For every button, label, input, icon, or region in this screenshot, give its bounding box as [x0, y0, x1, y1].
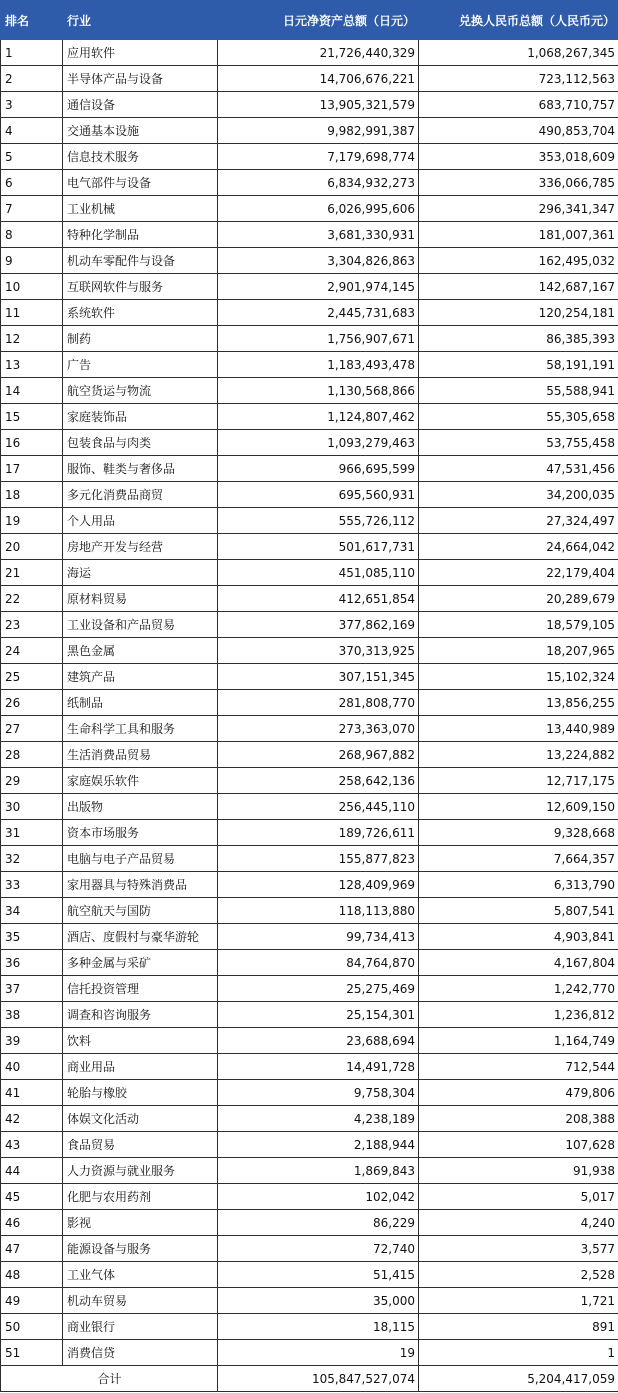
cell-rank: 36	[1, 950, 63, 976]
cell-cny: 683,710,757	[419, 92, 618, 118]
cell-industry: 化肥与农用药剂	[63, 1184, 218, 1210]
cell-jpy: 18,115	[218, 1314, 419, 1340]
cell-rank: 2	[1, 66, 63, 92]
table-row	[1, 898, 618, 924]
table-row	[1, 1340, 618, 1366]
table-row	[1, 92, 618, 118]
cell-industry: 饮料	[63, 1028, 218, 1054]
header-row	[1, 1, 618, 40]
cell-rank: 35	[1, 924, 63, 950]
cell-cny: 1,242,770	[419, 976, 618, 1002]
cell-cny: 22,179,404	[419, 560, 618, 586]
table-row	[1, 534, 618, 560]
cell-jpy: 1,093,279,463	[218, 430, 419, 456]
cell-cny: 34,200,035	[419, 482, 618, 508]
table-row	[1, 976, 618, 1002]
cell-cny: 91,938	[419, 1158, 618, 1184]
total-jpy: 105,847,527,074	[218, 1366, 419, 1392]
cell-cny: 1,721	[419, 1288, 618, 1314]
cell-jpy: 258,642,136	[218, 768, 419, 794]
cell-cny: 208,388	[419, 1106, 618, 1132]
cell-rank: 19	[1, 508, 63, 534]
table-row	[1, 248, 618, 274]
cell-rank: 22	[1, 586, 63, 612]
cell-cny: 6,313,790	[419, 872, 618, 898]
cell-jpy: 102,042	[218, 1184, 419, 1210]
cell-jpy: 412,651,854	[218, 586, 419, 612]
table-row	[1, 924, 618, 950]
cell-jpy: 2,188,944	[218, 1132, 419, 1158]
cell-rank: 40	[1, 1054, 63, 1080]
cell-rank: 41	[1, 1080, 63, 1106]
cell-rank: 16	[1, 430, 63, 456]
cell-cny: 13,856,255	[419, 690, 618, 716]
cell-cny: 891	[419, 1314, 618, 1340]
cell-rank: 5	[1, 144, 63, 170]
cell-rank: 14	[1, 378, 63, 404]
cell-industry: 房地产开发与经营	[63, 534, 218, 560]
cell-rank: 27	[1, 716, 63, 742]
table-row	[1, 196, 618, 222]
total-label: 合计	[1, 1366, 218, 1392]
cell-industry: 信托投资管理	[63, 976, 218, 1002]
table-row	[1, 716, 618, 742]
cell-cny: 47,531,456	[419, 456, 618, 482]
cell-industry: 生活消费品贸易	[63, 742, 218, 768]
cell-rank: 10	[1, 274, 63, 300]
cell-jpy: 1,124,807,462	[218, 404, 419, 430]
cell-jpy: 501,617,731	[218, 534, 419, 560]
table-row	[1, 742, 618, 768]
cell-cny: 181,007,361	[419, 222, 618, 248]
cell-cny: 5,017	[419, 1184, 618, 1210]
cell-jpy: 23,688,694	[218, 1028, 419, 1054]
cell-rank: 21	[1, 560, 63, 586]
header-rank: 排名	[1, 1, 63, 40]
cell-cny: 86,385,393	[419, 326, 618, 352]
cell-industry: 机动车贸易	[63, 1288, 218, 1314]
cell-jpy: 9,758,304	[218, 1080, 419, 1106]
table-row	[1, 664, 618, 690]
cell-jpy: 189,726,611	[218, 820, 419, 846]
cell-jpy: 273,363,070	[218, 716, 419, 742]
table-row	[1, 1262, 618, 1288]
cell-cny: 3,577	[419, 1236, 618, 1262]
table-row	[1, 1236, 618, 1262]
cell-industry: 特种化学制品	[63, 222, 218, 248]
cell-jpy: 695,560,931	[218, 482, 419, 508]
cell-industry: 工业设备和产品贸易	[63, 612, 218, 638]
cell-cny: 5,807,541	[419, 898, 618, 924]
cell-rank: 17	[1, 456, 63, 482]
cell-industry: 轮胎与橡胶	[63, 1080, 218, 1106]
cell-jpy: 84,764,870	[218, 950, 419, 976]
cell-rank: 45	[1, 1184, 63, 1210]
cell-industry: 航空航天与国防	[63, 898, 218, 924]
cell-rank: 29	[1, 768, 63, 794]
cell-industry: 交通基本设施	[63, 118, 218, 144]
cell-jpy: 2,445,731,683	[218, 300, 419, 326]
cell-rank: 18	[1, 482, 63, 508]
cell-industry: 多元化消费品商贸	[63, 482, 218, 508]
cell-jpy: 370,313,925	[218, 638, 419, 664]
table-row	[1, 638, 618, 664]
cell-cny: 27,324,497	[419, 508, 618, 534]
cell-cny: 4,240	[419, 1210, 618, 1236]
cell-industry: 机动车零配件与设备	[63, 248, 218, 274]
cell-jpy: 128,409,969	[218, 872, 419, 898]
table-footer	[1, 1366, 618, 1392]
cell-rank: 42	[1, 1106, 63, 1132]
cell-rank: 47	[1, 1236, 63, 1262]
table-row	[1, 1184, 618, 1210]
table-row	[1, 768, 618, 794]
cell-jpy: 1,756,907,671	[218, 326, 419, 352]
cell-cny: 24,664,042	[419, 534, 618, 560]
table-row	[1, 118, 618, 144]
cell-jpy: 555,726,112	[218, 508, 419, 534]
table-row	[1, 612, 618, 638]
table-body	[1, 40, 618, 1366]
cell-industry: 信息技术服务	[63, 144, 218, 170]
table-row	[1, 1080, 618, 1106]
cell-jpy: 1,130,568,866	[218, 378, 419, 404]
table-row	[1, 352, 618, 378]
table-row	[1, 872, 618, 898]
cell-cny: 353,018,609	[419, 144, 618, 170]
cell-cny: 7,664,357	[419, 846, 618, 872]
cell-rank: 46	[1, 1210, 63, 1236]
cell-cny: 15,102,324	[419, 664, 618, 690]
cell-cny: 296,341,347	[419, 196, 618, 222]
cell-rank: 23	[1, 612, 63, 638]
table-row	[1, 404, 618, 430]
cell-cny: 336,066,785	[419, 170, 618, 196]
table-row	[1, 1028, 618, 1054]
cell-industry: 多种金属与采矿	[63, 950, 218, 976]
cell-jpy: 1,869,843	[218, 1158, 419, 1184]
header-jpy: 日元净资产总额（日元）	[218, 1, 419, 40]
cell-rank: 26	[1, 690, 63, 716]
cell-industry: 纸制品	[63, 690, 218, 716]
cell-jpy: 3,681,330,931	[218, 222, 419, 248]
cell-rank: 20	[1, 534, 63, 560]
total-cny: 5,204,417,059	[419, 1366, 618, 1392]
cell-cny: 13,224,882	[419, 742, 618, 768]
cell-cny: 58,191,191	[419, 352, 618, 378]
cell-rank: 49	[1, 1288, 63, 1314]
cell-rank: 32	[1, 846, 63, 872]
cell-rank: 31	[1, 820, 63, 846]
cell-cny: 55,305,658	[419, 404, 618, 430]
cell-jpy: 3,304,826,863	[218, 248, 419, 274]
cell-industry: 系统软件	[63, 300, 218, 326]
cell-industry: 酒店、度假村与豪华游轮	[63, 924, 218, 950]
table-row	[1, 560, 618, 586]
table-row	[1, 66, 618, 92]
cell-cny: 18,579,105	[419, 612, 618, 638]
cell-rank: 4	[1, 118, 63, 144]
cell-jpy: 6,834,932,273	[218, 170, 419, 196]
cell-rank: 39	[1, 1028, 63, 1054]
cell-cny: 1	[419, 1340, 618, 1366]
cell-jpy: 256,445,110	[218, 794, 419, 820]
table-row	[1, 1132, 618, 1158]
cell-industry: 原材料贸易	[63, 586, 218, 612]
cell-industry: 家用器具与特殊消费品	[63, 872, 218, 898]
cell-rank: 48	[1, 1262, 63, 1288]
table-row	[1, 326, 618, 352]
cell-industry: 航空货运与物流	[63, 378, 218, 404]
cell-industry: 体娱文化活动	[63, 1106, 218, 1132]
cell-industry: 包装食品与肉类	[63, 430, 218, 456]
cell-rank: 51	[1, 1340, 63, 1366]
cell-cny: 12,609,150	[419, 794, 618, 820]
cell-cny: 4,167,804	[419, 950, 618, 976]
table-row	[1, 222, 618, 248]
table-row	[1, 794, 618, 820]
cell-jpy: 14,491,728	[218, 1054, 419, 1080]
table-row	[1, 690, 618, 716]
cell-cny: 4,903,841	[419, 924, 618, 950]
cell-cny: 53,755,458	[419, 430, 618, 456]
cell-jpy: 281,808,770	[218, 690, 419, 716]
cell-rank: 43	[1, 1132, 63, 1158]
table-row	[1, 482, 618, 508]
cell-cny: 107,628	[419, 1132, 618, 1158]
cell-cny: 479,806	[419, 1080, 618, 1106]
cell-industry: 广告	[63, 352, 218, 378]
cell-cny: 13,440,989	[419, 716, 618, 742]
cell-industry: 黑色金属	[63, 638, 218, 664]
cell-jpy: 966,695,599	[218, 456, 419, 482]
cell-jpy: 19	[218, 1340, 419, 1366]
table-row	[1, 508, 618, 534]
cell-cny: 162,495,032	[419, 248, 618, 274]
cell-rank: 3	[1, 92, 63, 118]
cell-jpy: 9,982,991,387	[218, 118, 419, 144]
cell-jpy: 99,734,413	[218, 924, 419, 950]
table-row	[1, 378, 618, 404]
header-cny: 兑换人民币总额（人民币元）	[419, 1, 618, 40]
cell-jpy: 155,877,823	[218, 846, 419, 872]
cell-industry: 工业机械	[63, 196, 218, 222]
table-row	[1, 1106, 618, 1132]
cell-rank: 1	[1, 40, 63, 66]
cell-jpy: 14,706,676,221	[218, 66, 419, 92]
cell-cny: 18,207,965	[419, 638, 618, 664]
cell-cny: 142,687,167	[419, 274, 618, 300]
cell-rank: 13	[1, 352, 63, 378]
cell-jpy: 118,113,880	[218, 898, 419, 924]
table-row	[1, 170, 618, 196]
cell-rank: 7	[1, 196, 63, 222]
cell-rank: 9	[1, 248, 63, 274]
cell-industry: 商业用品	[63, 1054, 218, 1080]
cell-rank: 8	[1, 222, 63, 248]
cell-industry: 工业气体	[63, 1262, 218, 1288]
cell-industry: 影视	[63, 1210, 218, 1236]
cell-rank: 30	[1, 794, 63, 820]
cell-rank: 50	[1, 1314, 63, 1340]
cell-jpy: 451,085,110	[218, 560, 419, 586]
table-row	[1, 1314, 618, 1340]
cell-industry: 人力资源与就业服务	[63, 1158, 218, 1184]
cell-industry: 食品贸易	[63, 1132, 218, 1158]
table-row	[1, 1002, 618, 1028]
cell-industry: 家庭娱乐软件	[63, 768, 218, 794]
total-row	[1, 1366, 618, 1392]
cell-cny: 12,717,175	[419, 768, 618, 794]
cell-rank: 34	[1, 898, 63, 924]
cell-jpy: 6,026,995,606	[218, 196, 419, 222]
cell-jpy: 21,726,440,329	[218, 40, 419, 66]
table-row	[1, 144, 618, 170]
cell-industry: 电脑与电子产品贸易	[63, 846, 218, 872]
cell-rank: 44	[1, 1158, 63, 1184]
cell-industry: 服饰、鞋类与奢侈品	[63, 456, 218, 482]
cell-jpy: 25,154,301	[218, 1002, 419, 1028]
cell-jpy: 2,901,974,145	[218, 274, 419, 300]
cell-rank: 37	[1, 976, 63, 1002]
cell-rank: 6	[1, 170, 63, 196]
cell-cny: 490,853,704	[419, 118, 618, 144]
cell-jpy: 1,183,493,478	[218, 352, 419, 378]
cell-cny: 55,588,941	[419, 378, 618, 404]
cell-industry: 个人用品	[63, 508, 218, 534]
cell-rank: 33	[1, 872, 63, 898]
table-row	[1, 950, 618, 976]
cell-jpy: 51,415	[218, 1262, 419, 1288]
cell-industry: 海运	[63, 560, 218, 586]
cell-industry: 应用软件	[63, 40, 218, 66]
cell-industry: 消费信贷	[63, 1340, 218, 1366]
table-row	[1, 1054, 618, 1080]
cell-industry: 互联网软件与服务	[63, 274, 218, 300]
cell-jpy: 72,740	[218, 1236, 419, 1262]
cell-rank: 28	[1, 742, 63, 768]
table-header	[1, 1, 618, 40]
cell-jpy: 307,151,345	[218, 664, 419, 690]
cell-industry: 家庭装饰品	[63, 404, 218, 430]
cell-jpy: 268,967,882	[218, 742, 419, 768]
table-row	[1, 586, 618, 612]
cell-jpy: 4,238,189	[218, 1106, 419, 1132]
cell-jpy: 377,862,169	[218, 612, 419, 638]
cell-industry: 能源设备与服务	[63, 1236, 218, 1262]
cell-cny: 2,528	[419, 1262, 618, 1288]
table-row	[1, 300, 618, 326]
cell-cny: 1,068,267,345	[419, 40, 618, 66]
cell-rank: 25	[1, 664, 63, 690]
table-row	[1, 430, 618, 456]
table-row	[1, 846, 618, 872]
cell-industry: 资本市场服务	[63, 820, 218, 846]
cell-rank: 24	[1, 638, 63, 664]
cell-cny: 120,254,181	[419, 300, 618, 326]
cell-industry: 出版物	[63, 794, 218, 820]
cell-jpy: 86,229	[218, 1210, 419, 1236]
cell-rank: 11	[1, 300, 63, 326]
cell-jpy: 7,179,698,774	[218, 144, 419, 170]
table-row	[1, 820, 618, 846]
cell-rank: 15	[1, 404, 63, 430]
table-row	[1, 274, 618, 300]
cell-industry: 电气部件与设备	[63, 170, 218, 196]
table-row	[1, 1210, 618, 1236]
cell-industry: 半导体产品与设备	[63, 66, 218, 92]
cell-cny: 1,164,749	[419, 1028, 618, 1054]
cell-industry: 调查和咨询服务	[63, 1002, 218, 1028]
cell-jpy: 13,905,321,579	[218, 92, 419, 118]
cell-jpy: 35,000	[218, 1288, 419, 1314]
cell-industry: 制药	[63, 326, 218, 352]
cell-cny: 723,112,563	[419, 66, 618, 92]
table-row	[1, 1158, 618, 1184]
table-row	[1, 1288, 618, 1314]
table-row	[1, 40, 618, 66]
cell-industry: 建筑产品	[63, 664, 218, 690]
cell-industry: 商业银行	[63, 1314, 218, 1340]
cell-industry: 通信设备	[63, 92, 218, 118]
cell-rank: 12	[1, 326, 63, 352]
cell-cny: 712,544	[419, 1054, 618, 1080]
table-row	[1, 456, 618, 482]
cell-cny: 9,328,668	[419, 820, 618, 846]
cell-cny: 20,289,679	[419, 586, 618, 612]
cell-cny: 1,236,812	[419, 1002, 618, 1028]
cell-industry: 生命科学工具和服务	[63, 716, 218, 742]
header-industry: 行业	[63, 1, 218, 40]
cell-rank: 38	[1, 1002, 63, 1028]
cell-jpy: 25,275,469	[218, 976, 419, 1002]
